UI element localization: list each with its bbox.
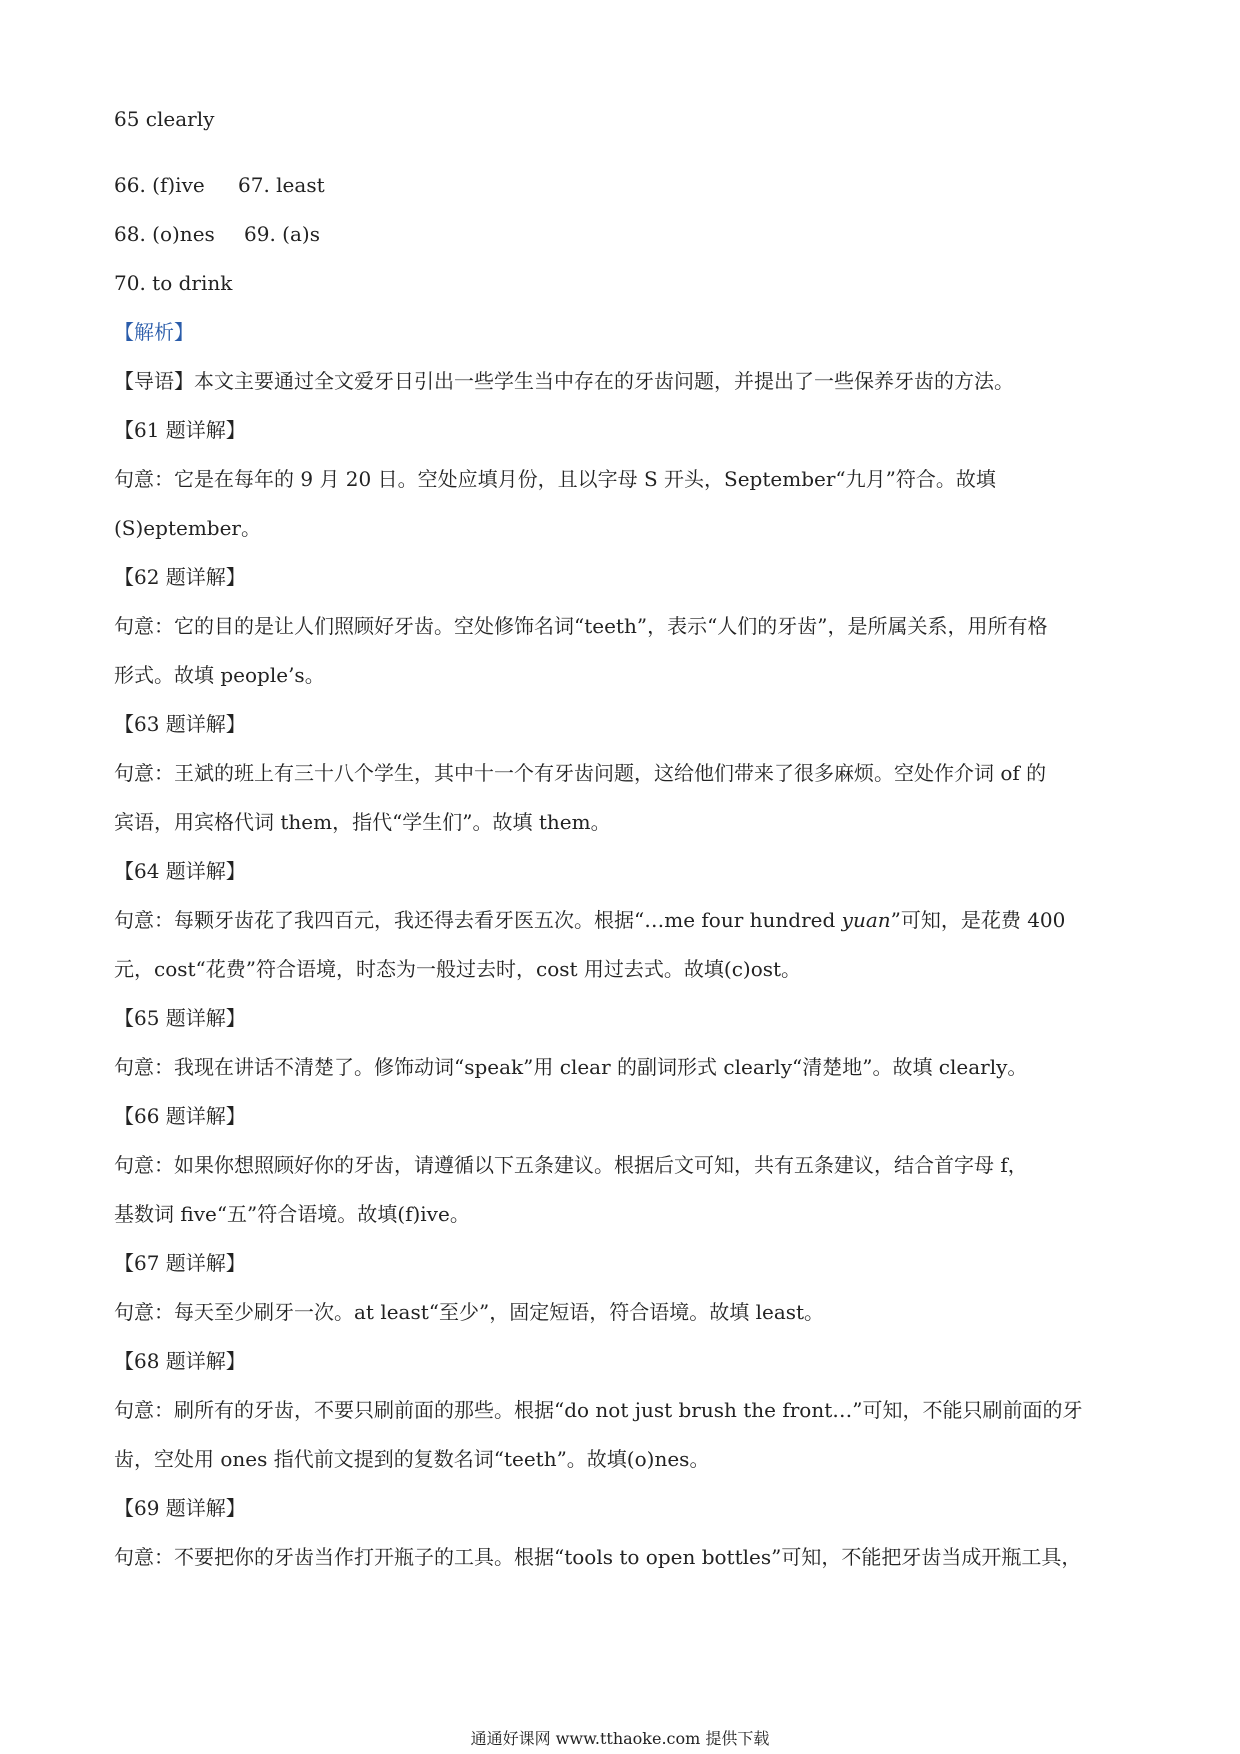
q66-heading: 【66 题详解】	[114, 1104, 246, 1128]
answer-70: 70. to drink	[114, 271, 233, 295]
q67-line1: 句意：每天至少刷牙一次。at least“至少”，固定短语，符合语境。故填 least。	[114, 1300, 825, 1324]
q66-line2: 基数词 five“五”符合语境。故填(f)ive。	[114, 1202, 470, 1226]
answer-66: 66. (f)ive	[114, 173, 205, 197]
q61-heading: 【61 题详解】	[114, 418, 246, 442]
page-footer: 通通好课网 www.tthaoke.com 提供下载	[470, 1729, 770, 1748]
q67-heading: 【67 题详解】	[114, 1251, 246, 1275]
answer-67: 67. least	[238, 173, 325, 197]
q69-line1: 句意：不要把你的牙齿当作打开瓶子的工具。根据“tools to open bottles”可知，不能把牙齿当成开瓶工具，	[114, 1545, 1082, 1569]
q63-heading: 【63 题详解】	[114, 712, 246, 736]
q61-line2: (S)eptember。	[114, 516, 261, 540]
q65-heading: 【65 题详解】	[114, 1006, 246, 1030]
q64-line1	[114, 906, 1065, 934]
intro-text: 【导语】本文主要通过全文爱牙日引出一些学生当中存在的牙齿问题，并提出了一些保养牙齿的方法。	[114, 369, 1014, 393]
q64-heading: 【64 题详解】	[114, 859, 246, 883]
q63-line2: 宾语，用宾格代词 them，指代“学生们”。故填 them。	[114, 810, 611, 834]
analysis-label: 【解析】	[114, 320, 194, 344]
answer-69: 69. (a)s	[244, 222, 320, 246]
q64-line1-post: ”可知，是花费 400	[890, 908, 1066, 932]
q64-line1-em: yuan	[841, 908, 891, 932]
q68-line2: 齿，空处用 ones 指代前文提到的复数名词“teeth”。故填(o)nes。	[114, 1447, 710, 1471]
answer-65: 65 clearly	[114, 107, 215, 131]
q68-line1: 句意：刷所有的牙齿，不要只刷前面的那些。根据“do not just brush the front…”可知，不能只刷前面的牙	[114, 1398, 1083, 1422]
q68-heading: 【68 题详解】	[114, 1349, 246, 1373]
q65-line1: 句意：我现在讲话不清楚了。修饰动词“speak”用 clear 的副词形式 clearly“清楚地”。故填 clearly。	[114, 1055, 1028, 1079]
q64-line1-pre: 句意：每颗牙齿花了我四百元，我还得去看牙医五次。根据“…me four hundred	[114, 908, 842, 932]
q63-line1: 句意：王斌的班上有三十八个学生，其中十一个有牙齿问题，这给他们带来了很多麻烦。空处作介词 of 的	[114, 761, 1047, 785]
q62-line2: 形式。故填 people’s。	[114, 663, 325, 687]
q66-line1: 句意：如果你想照顾好你的牙齿，请遵循以下五条建议。根据后文可知，共有五条建议，结合首字母 f，	[114, 1153, 1028, 1177]
q69-heading: 【69 题详解】	[114, 1496, 246, 1520]
answer-68: 68. (o)nes	[114, 222, 215, 246]
q62-line1: 句意：它的目的是让人们照顾好牙齿。空处修饰名词“teeth”，表示“人们的牙齿”，是所属关系，用所有格	[114, 614, 1048, 638]
q61-line1: 句意：它是在每年的 9 月 20 日。空处应填月份，且以字母 S 开头，September“九月”符合。故填	[114, 467, 996, 491]
q64-line2: 元，cost“花费”符合语境，时态为一般过去时，cost 用过去式。故填(c)ost。	[114, 957, 802, 981]
q62-heading: 【62 题详解】	[114, 565, 246, 589]
